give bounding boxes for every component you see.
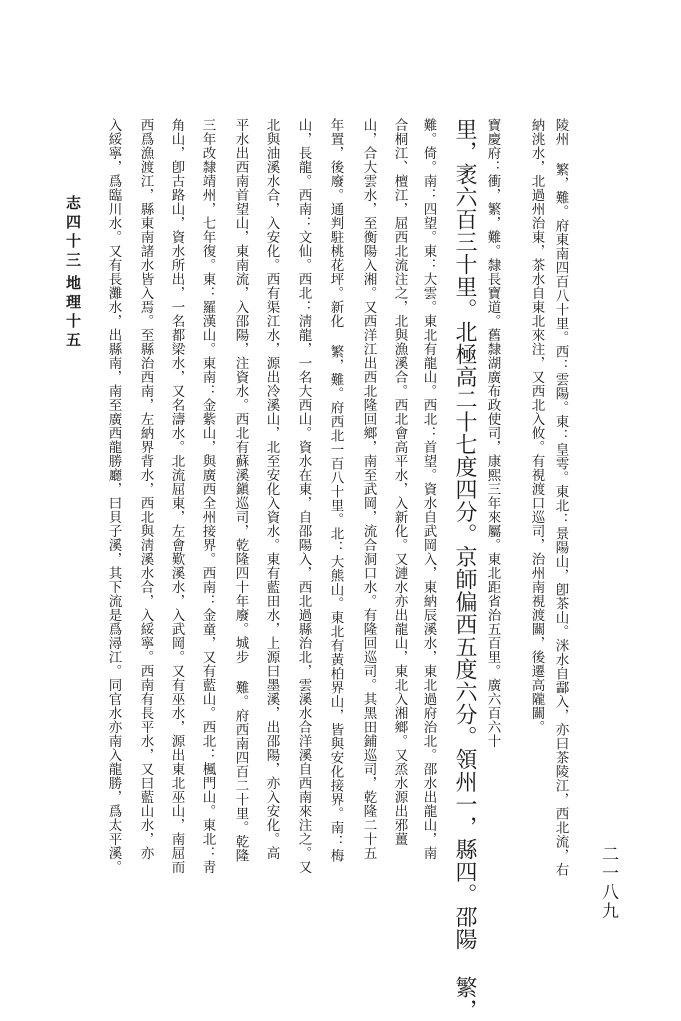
text-column-5: 難。倚。南：四望。東：大雲。東北有龍山。西北：首望。資水自武岡入，東納辰溪水，東北過府治北。邵水出龍山，南 [420,118,437,860]
text-column-11: 平水出西南首望山，東南流，入邵陽，注資水。西北有蘇溪鎭巡司，乾隆四十年廢。城步 難。府西南四百二十里。乾隆 [232,118,249,863]
text-column-9: 山，長龍。西南：文仙。西北：淸龍，一名大西山。資水在東，自邵陽入，西北過縣治北，雲溪水合洋溪自西南來注之。又 [295,118,312,874]
text-column-3: 寶慶府：衝，繁，難。隸長寶道。舊隸湖廣布政使司，康熙三年來屬。東北距省治五百里。廣六百六十 [484,118,501,748]
text-column-8: 年置，後廢。通判駐桃花坪。新化 繁，難。府西北一百八十里。北：大熊山。東北有黃柏界山，皆與安化接界。南：梅 [327,118,344,863]
text-column-15: 入綏寧，爲臨川水。又有長灘水，出縣南，南至廣西龍勝廳，曰貝子溪，其下流是爲潯江。同官水亦南入龍勝，爲太平溪。 [105,118,122,874]
text-column-10: 北與油溪水合，入安化。西有渠江水，源出冷溪山，北至安化入資水。東有藍田水，上源曰墨溪，出邵陽，亦入安化。高 [263,118,280,860]
text-column-7: 山，合大雲水，至衡陽入湘。又西洋江出西北隆回鄉，南至武岡，流合洞口水。有隆回巡司。其黑田鋪巡司，乾隆二十五 [360,118,377,860]
text-column-1: 陵州 繁，難。府東南四百八十里。西：雲陽。東：皇雩。東北：景陽山，卽茶山。洣水自酃入，亦曰茶陵江，西北流，右 [552,118,569,877]
text-column-14: 西爲漁渡江，縣東南諸水皆入焉。至縣治西南，左納界背水，西北與淸溪水合，入綏寧。西南有長平水，又曰藍山水，亦 [137,118,154,860]
text-column-2: 納洮水，北過州治東，茶水自東北來注，又西北入攸。有視渡口巡司，治州南視渡關，後遷高隴關。 [528,118,545,734]
text-column-4: 里，袤六百三十里。北極高二十七度四分。京師偏西五度六分。領州一，縣四。邵陽 繁， [452,118,477,1021]
page-number: 二一八九 [598,845,618,921]
text-column-13: 角山，卽古路山，資水所出，一名都梁水，又名濤水。北流屈東，左會歎溪水，入武岡。又有巫水，源出東北巫山，南屈而 [168,118,185,874]
text-column-12: 三年改隸靖州，七年復。東：羅漢山。東南：金紫山，與廣西全州接界。西南：金童，又有藍山。西北：楓門山。東北：靑 [199,118,216,874]
margin-volume-title: 志四十三 [64,195,82,271]
text-column-6: 合桐江、檀江，屈西北流注之，北與漁溪合。西北會高平水，入新化。又漣水亦出龍山，東北入湘鄉。又烝水源出邪薑 [391,118,408,846]
margin-section-title: 地理十五 [64,275,82,351]
